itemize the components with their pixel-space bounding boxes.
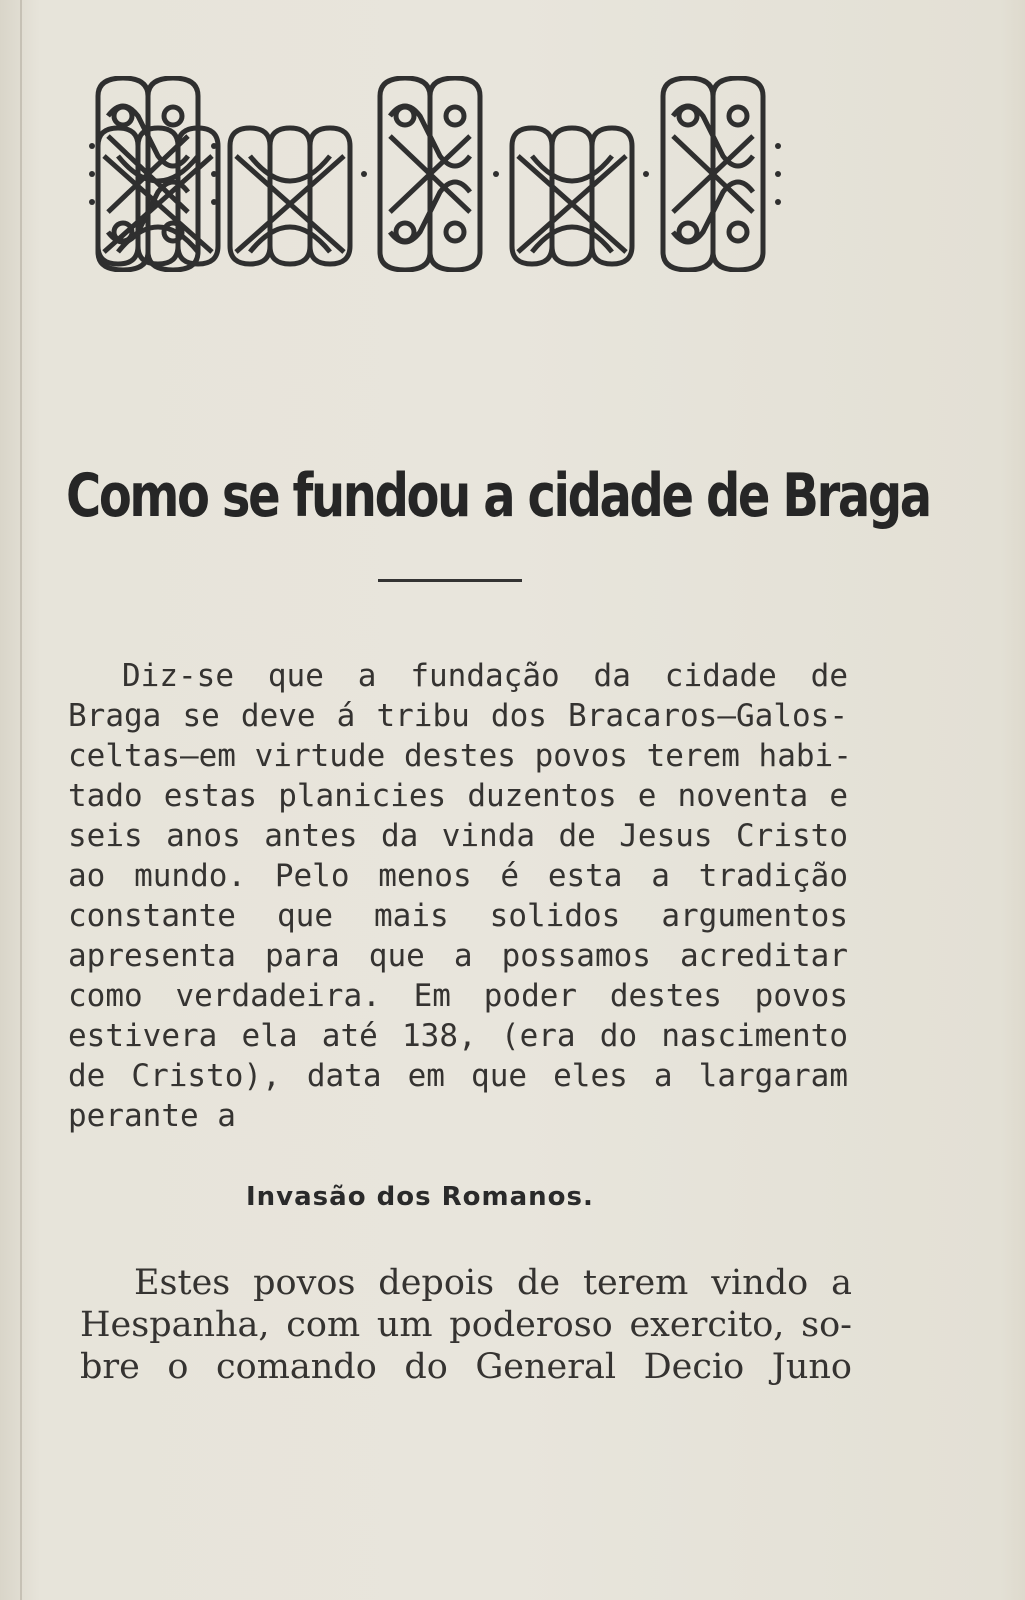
text-line: Braga se deve á tribu dos Bracaros—Galos- — [68, 698, 848, 734]
text-line: celtas—em virtude destes povos terem habi- — [68, 738, 852, 774]
text-line: perante a — [68, 1098, 236, 1134]
text-line: Diz-se que a fundação da cidade de — [122, 658, 848, 694]
text-line: bre o comando do General Decio Juno — [80, 1347, 852, 1387]
text-line: apresenta para que a possamos acreditar — [68, 938, 848, 974]
section-subheading: Invasão dos Romanos. — [246, 1182, 594, 1212]
text-line: seis anos antes da vinda de Jesus Cristo — [68, 818, 848, 854]
text-line: como verdadeira. Em poder destes povos — [68, 978, 848, 1014]
text-line: Hespanha, com um poderoso exercito, so- — [80, 1305, 852, 1345]
second-paragraph — [80, 1262, 852, 1388]
title-divider — [378, 579, 522, 582]
text-line: constante que mais solidos argumentos — [68, 898, 848, 934]
intro-paragraph — [68, 656, 852, 1136]
page-title: Como se fundou a cidade de Braga — [66, 461, 930, 531]
celtic-knot-ornament-icon — [88, 76, 808, 272]
text-line: tado estas planicies duzentos e noventa e — [68, 778, 848, 814]
text-line: de Cristo), data em que eles a largaram — [68, 1058, 848, 1094]
page-spine — [20, 0, 22, 1600]
text-line: estivera ela até 138, (era do nascimento — [68, 1018, 848, 1054]
text-line: Estes povos depois de terem vindo a — [134, 1263, 852, 1303]
text-line: ao mundo. Pelo menos é esta a tradição — [68, 858, 848, 894]
